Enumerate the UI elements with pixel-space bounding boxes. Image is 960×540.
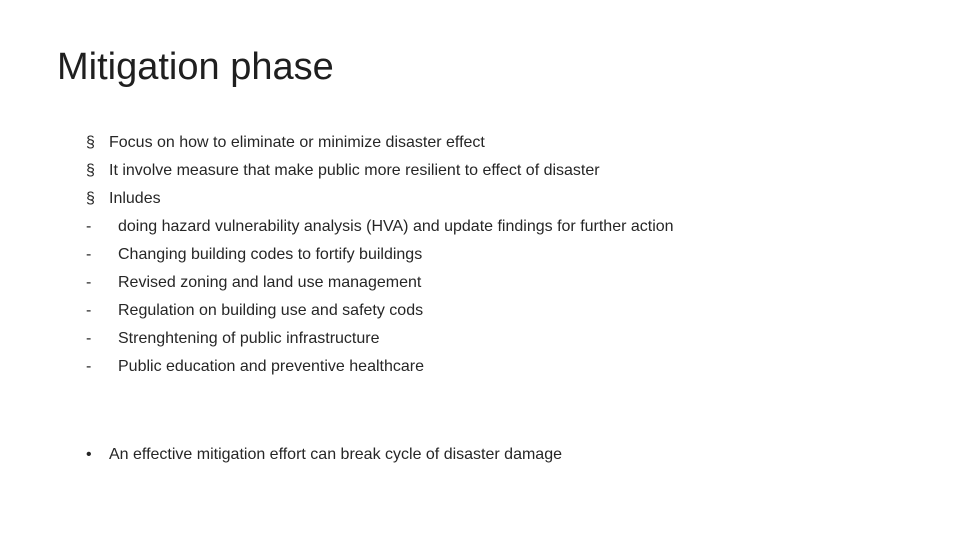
dash-bullet-icon: -: [86, 330, 92, 347]
slide-title: Mitigation phase: [57, 46, 334, 88]
round-bullet-icon: •: [86, 446, 92, 463]
square-bullet-icon: §: [86, 134, 95, 151]
sub-item: [86, 355, 726, 379]
sub-item: [86, 215, 726, 239]
dash-bullet-icon: -: [86, 274, 92, 291]
bullet-text: Inludes: [109, 190, 161, 207]
bullet-list: [86, 131, 726, 383]
sub-item-text: Regulation on building use and safety cods: [118, 302, 424, 319]
bullet-text: It involve measure that make public more resilient to effect of disaster: [109, 162, 600, 179]
dash-bullet-icon: -: [86, 246, 92, 263]
sub-item: [86, 327, 726, 351]
sub-item-text: Public education and preventive healthcare: [118, 358, 424, 375]
dash-bullet-icon: -: [86, 358, 92, 375]
sub-item: [86, 271, 726, 295]
sub-item-text: Revised zoning and land use management: [118, 274, 422, 291]
bullet-item: [86, 159, 726, 183]
bullet-item: [86, 131, 726, 155]
sub-item: [86, 243, 726, 267]
sub-item-text: Changing building codes to fortify buildings: [118, 246, 423, 263]
dash-bullet-icon: -: [86, 218, 92, 235]
square-bullet-icon: §: [86, 190, 95, 207]
dash-bullet-icon: -: [86, 302, 92, 319]
sub-item: [86, 299, 726, 323]
sub-item-text: doing hazard vulnerability analysis (HVA) and update findings for further action: [118, 218, 674, 235]
sub-item-text: Strenghtening of public infrastructure: [118, 330, 380, 347]
summary-text: An effective mitigation effort can break cycle of disaster damage: [109, 446, 562, 463]
bullet-text: Focus on how to eliminate or minimize disaster effect: [109, 134, 485, 151]
bullet-item: [86, 187, 726, 211]
square-bullet-icon: §: [86, 162, 95, 179]
summary-bullet: [86, 443, 562, 467]
